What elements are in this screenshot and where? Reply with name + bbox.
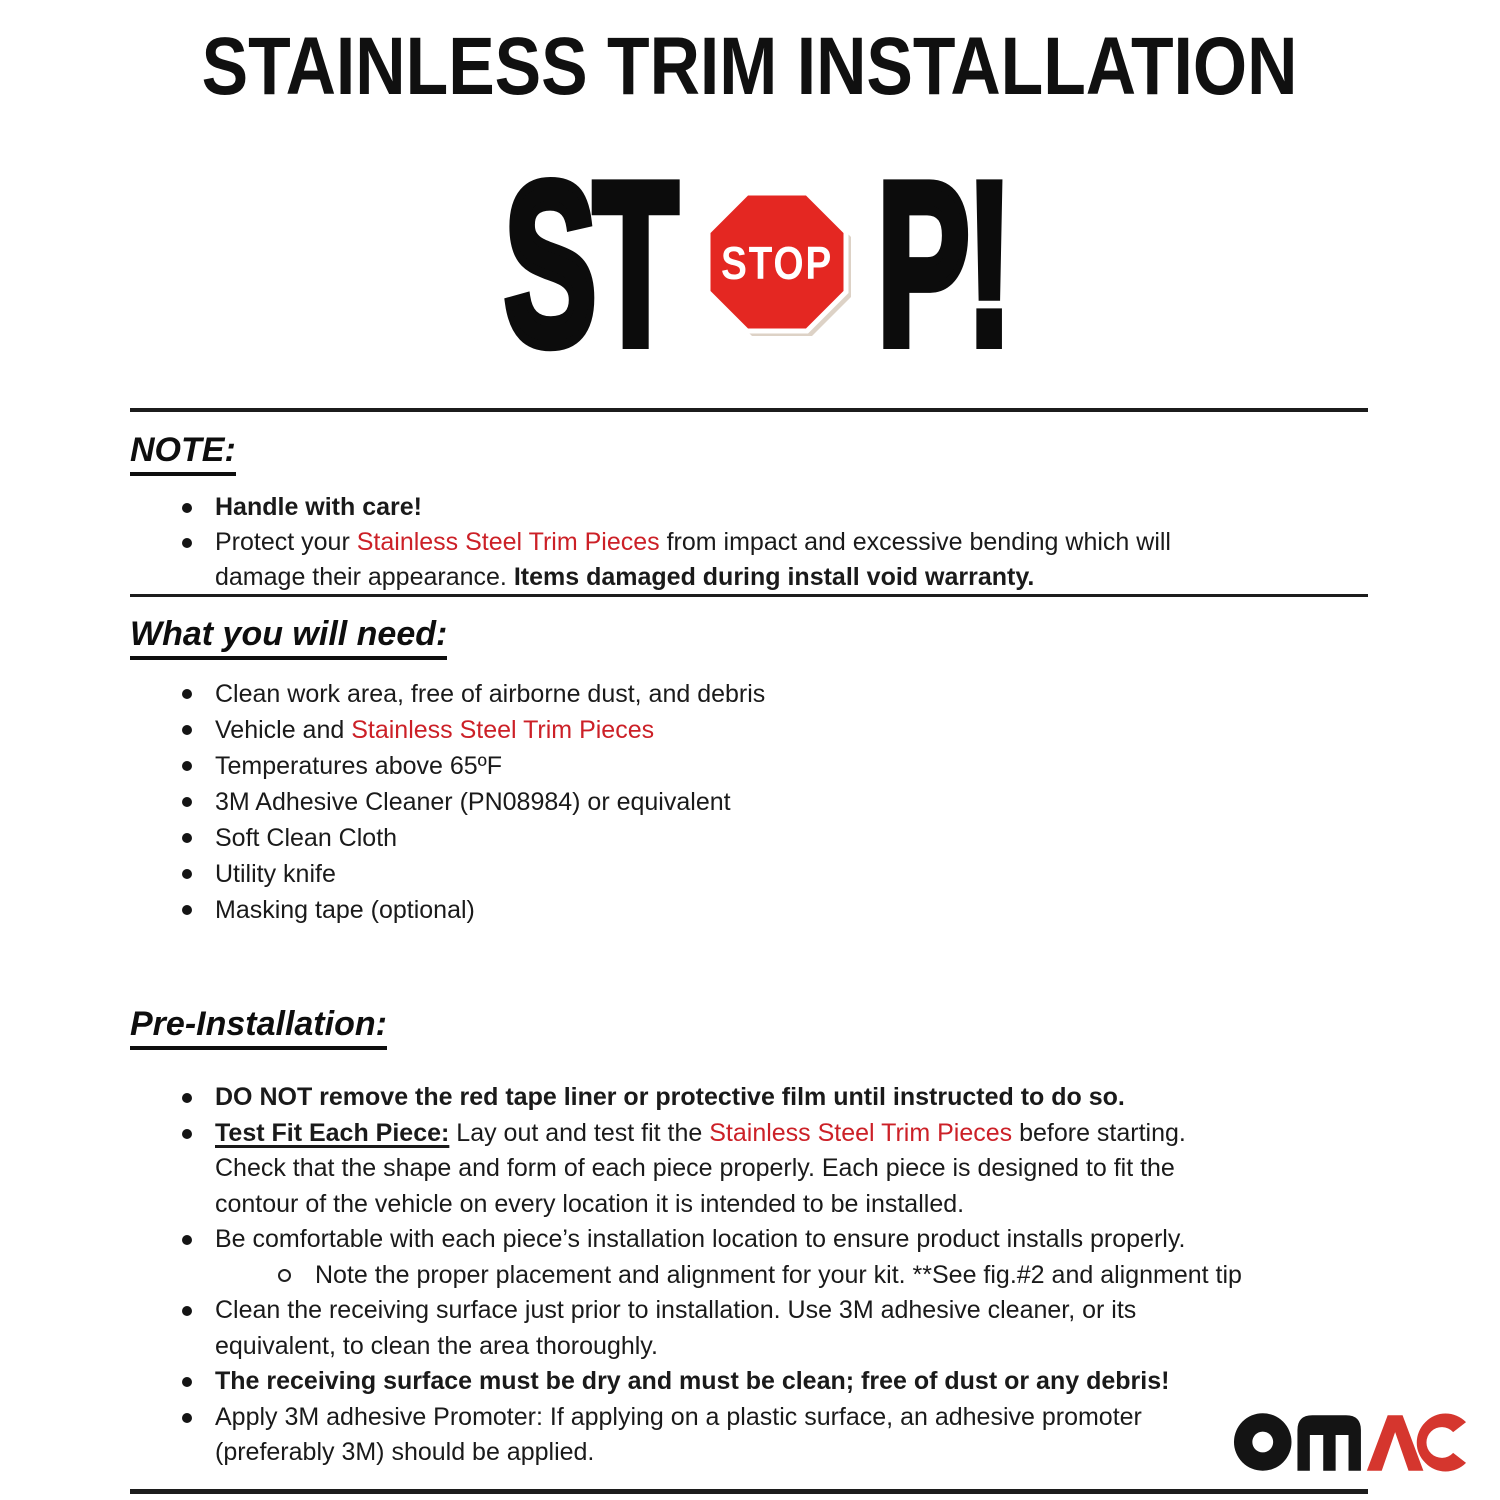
note-bullet-list bbox=[130, 490, 1380, 595]
pre-item-test-fit-line1: Test Fit Each Piece: Lay out and test fit the Stainless Steel Trim Pieces before starting. bbox=[215, 1118, 1186, 1147]
list-item bbox=[130, 856, 1380, 892]
pre-item-clean-surface-line1: Clean the receiving surface just prior to installation. Use 3M adhesive cleaner, or its bbox=[215, 1296, 1137, 1324]
need-bullet-list bbox=[130, 676, 1380, 928]
highlight-red-phrase: Stainless Steel Trim Pieces bbox=[351, 716, 655, 744]
stop-graphic bbox=[0, 135, 1500, 394]
highlight-red-phrase: Stainless Steel Trim Pieces bbox=[709, 1118, 1013, 1147]
pre-item-be-comfortable: Be comfortable with each piece’s installation location to ensure product installs properly. bbox=[215, 1225, 1186, 1253]
need-item-cleaner: 3M Adhesive Cleaner (PN08984) or equivalent bbox=[215, 788, 731, 816]
need-item-cloth: Soft Clean Cloth bbox=[215, 824, 398, 852]
pre-item-promoter-line1: Apply 3M adhesive Promoter: If applying on a plastic surface, an adhesive promoter bbox=[215, 1402, 1142, 1431]
stop-sign-icon bbox=[703, 189, 855, 341]
list-item bbox=[130, 784, 1380, 820]
need-item-work-area: Clean work area, free of airborne dust, and debris bbox=[215, 680, 766, 708]
list-item bbox=[130, 1400, 1400, 1471]
section-heading-pre-installation: Pre-Installation: bbox=[130, 1006, 387, 1050]
list-item bbox=[130, 1364, 1400, 1400]
list-item bbox=[130, 1222, 1400, 1258]
pre-item-placement-note: Note the proper placement and alignment for your kit. **See fig.#2 and alignment tip bbox=[315, 1260, 1242, 1289]
document-title: STAINLESS TRIM INSTALLATION bbox=[202, 21, 1298, 112]
test-fit-label: Test Fit Each Piece: bbox=[215, 1118, 450, 1147]
list-item bbox=[130, 1080, 1400, 1116]
list-item bbox=[130, 525, 1380, 595]
list-item bbox=[130, 892, 1380, 928]
pre-item-test-fit-line3: contour of the vehicle on every location it is intended to be installed. bbox=[215, 1189, 965, 1218]
brand-logo bbox=[1232, 1406, 1470, 1476]
note-item-protect-line1: Protect your Stainless Steel Trim Pieces from impact and excessive bending which will bbox=[215, 528, 1171, 556]
logo-letter-m bbox=[1297, 1415, 1360, 1471]
list-item bbox=[130, 1293, 1400, 1364]
divider-line-middle bbox=[130, 594, 1368, 597]
stop-letters-left: ST bbox=[503, 135, 675, 394]
divider-line-top bbox=[130, 408, 1368, 412]
pre-item-do-not-remove: DO NOT remove the red tape liner or protective film until instructed to do so. bbox=[215, 1083, 1125, 1111]
list-item-sub bbox=[130, 1258, 1400, 1294]
logo-letter-c bbox=[1417, 1414, 1466, 1472]
need-item-knife: Utility knife bbox=[215, 860, 336, 888]
section-heading-note: NOTE: bbox=[130, 432, 236, 476]
note-item-handle: Handle with care! bbox=[215, 493, 422, 521]
list-item bbox=[130, 712, 1380, 748]
pre-item-surface-dry: The receiving surface must be dry and must be clean; free of dust or any debris! bbox=[215, 1367, 1170, 1395]
section-heading-need: What you will need: bbox=[130, 616, 447, 660]
note-item-protect-line2: damage their appearance. Items damaged during install void warranty. bbox=[215, 563, 1035, 591]
pre-installation-bullet-list bbox=[130, 1080, 1400, 1471]
pre-item-test-fit-line2: Check that the shape and form of each piece properly. Each piece is designed to fit the bbox=[215, 1154, 1175, 1182]
brand-logo-icon bbox=[1232, 1406, 1470, 1476]
stop-letters-right: P! bbox=[877, 135, 1010, 394]
stop-sign-label: STOP bbox=[721, 237, 834, 289]
pre-item-clean-surface-line2: equivalent, to clean the area thoroughly. bbox=[215, 1331, 658, 1360]
list-item bbox=[130, 490, 1380, 525]
list-item bbox=[130, 1116, 1400, 1223]
need-item-tape: Masking tape (optional) bbox=[215, 896, 475, 924]
highlight-red-phrase: Stainless Steel Trim Pieces bbox=[356, 528, 660, 556]
list-item bbox=[130, 676, 1380, 712]
need-item-temperature: Temperatures above 65ºF bbox=[215, 752, 503, 780]
list-item bbox=[130, 820, 1380, 856]
need-item-vehicle: Vehicle and Stainless Steel Trim Pieces bbox=[215, 716, 655, 744]
divider-line-bottom bbox=[130, 1489, 1368, 1494]
logo-letter-a bbox=[1367, 1415, 1424, 1471]
document-title-row bbox=[0, 22, 1500, 112]
pre-item-promoter-line2: (preferably 3M) should be applied. bbox=[215, 1438, 595, 1466]
list-item bbox=[130, 748, 1380, 784]
